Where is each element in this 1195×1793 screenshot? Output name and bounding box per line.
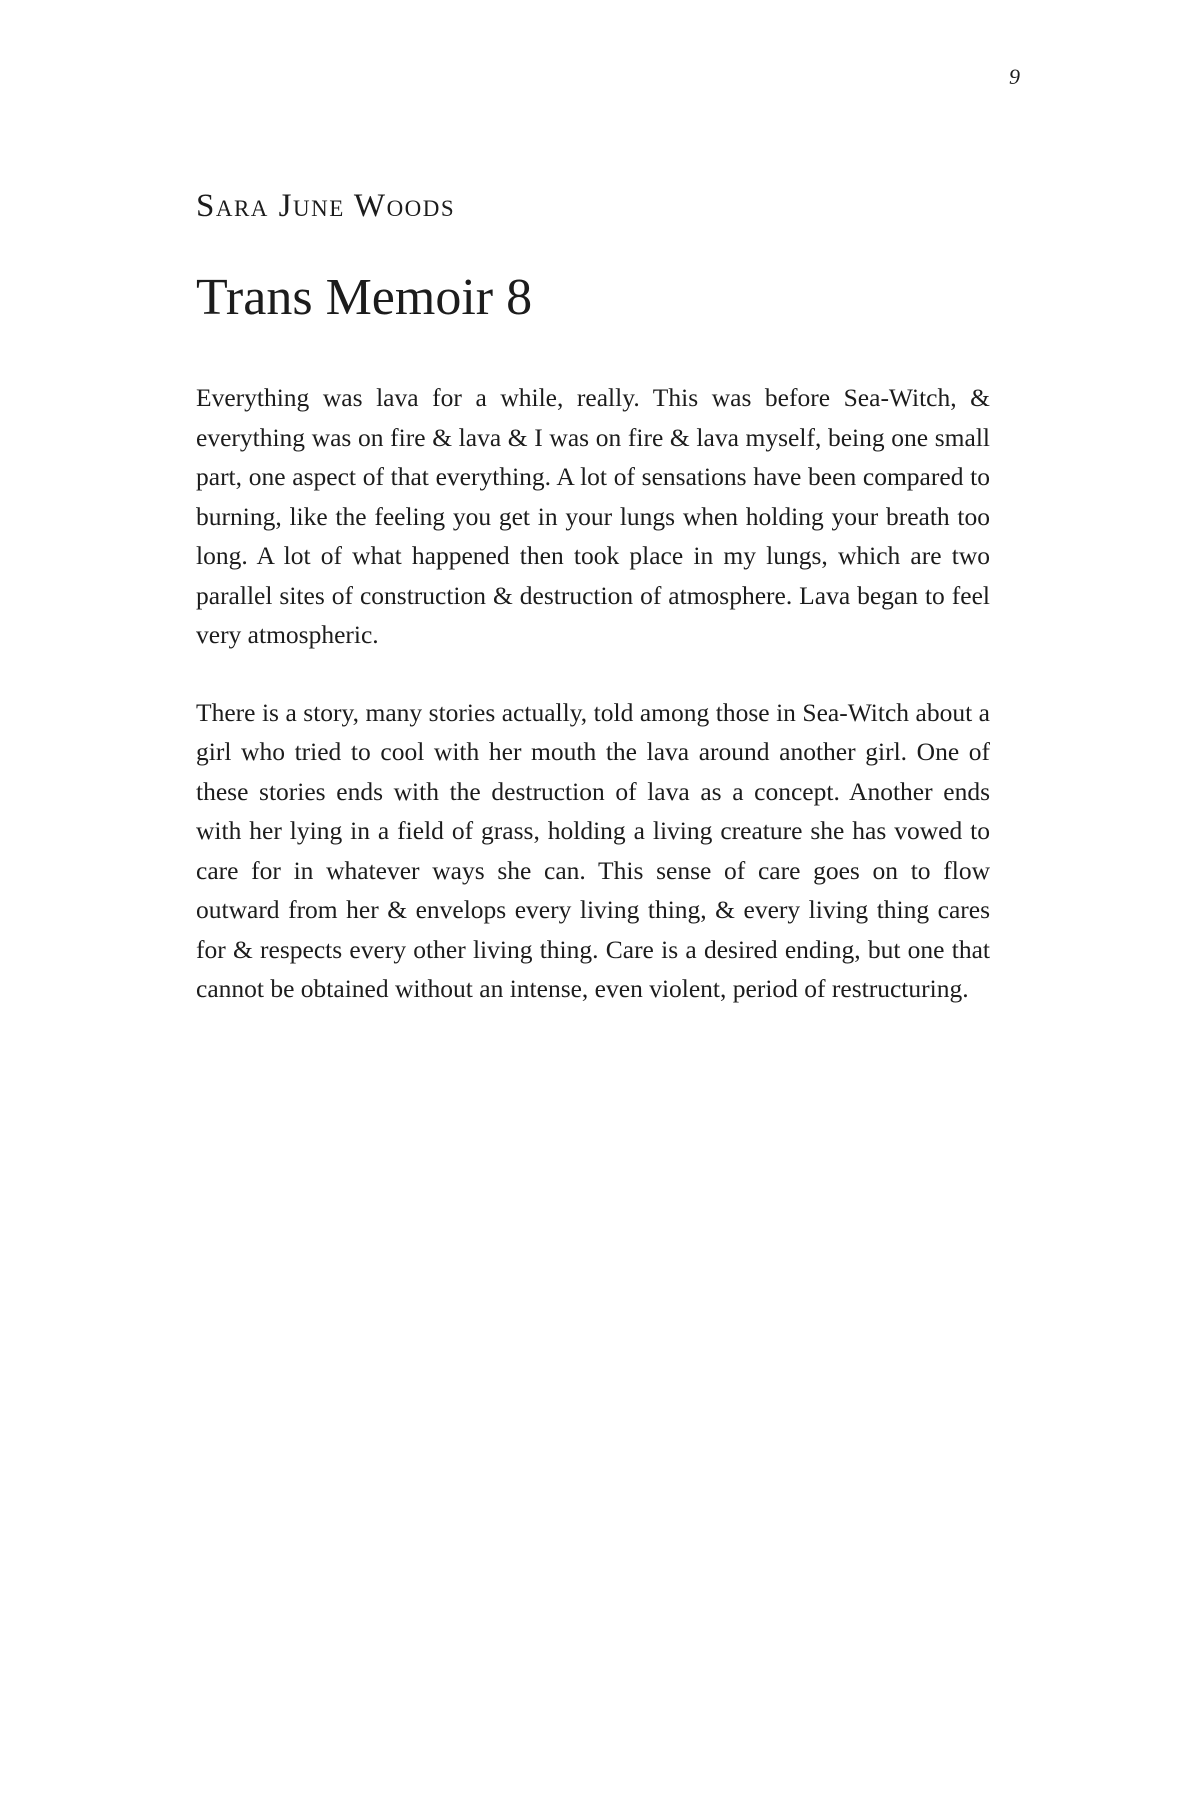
paragraph: Everything was lava for a while, really. This was before Sea-Witch, & everything was on fire & lava & I was on fire & lava myself, being one small part, one aspect of that everything. A lot of sensations have been compared to burning, like the feeling you get in your lungs when holding your breath too long. A lot of what happened then took place in my lungs, which are two parallel sites of construction & destruction of atmosphere. Lava began to feel very atmospheric. xyxy=(196,383,990,649)
author-name: Sara June Woods xyxy=(196,188,456,224)
paragraph: There is a story, many stories actually, told among those in Sea-Witch about a girl who tried to cool with her mouth the lava around another girl. One of these stories ends with the destruction of lava as a concept. Another ends with her lying in a field of grass, holding a living creature she has vowed to care for in whatever ways she can. This sense of care goes on to flow outward from her & envelops every living thing, & every living thing cares for & respects every other living thing. Care is a desired ending, but one that cannot be obtained without an intense, even violent, period of restructuring. xyxy=(196,697,990,1003)
poem-title: Trans Memoir 8 xyxy=(196,269,533,326)
page-number: 9 xyxy=(1009,64,1020,89)
body-text xyxy=(196,378,990,1047)
